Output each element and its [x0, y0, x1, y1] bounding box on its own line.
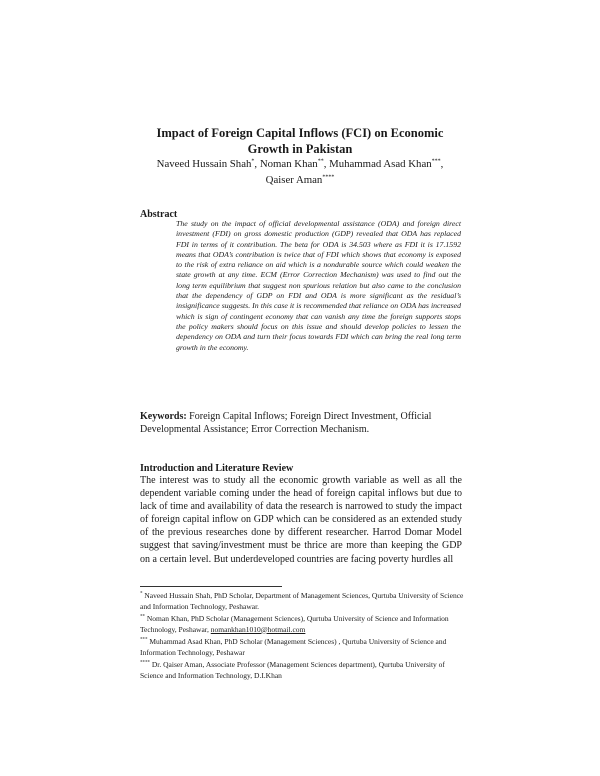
footnote [140, 637, 465, 658]
author-mark: *** [431, 158, 441, 165]
footnote-mark: ** [140, 614, 145, 620]
footnote [140, 614, 465, 635]
author-name: Noman Khan [259, 158, 318, 170]
author-name: Qaiser Aman [265, 173, 323, 186]
footnote-divider [140, 586, 282, 587]
footnote-text: Dr. Qaiser Aman, Associate Professor (Management Sciences department), Qurtuba University of Science and Information Technology, D.I.Khan [140, 660, 445, 680]
footnote [140, 660, 465, 681]
footnote-text: Muhammad Asad Khan, PhD Scholar (Management Sciences) , Qurtuba University of Science and Information Technology, Peshawar [140, 637, 447, 657]
abstract-text: The study on the impact of official developmental assistance (ODA) and foreign direct investment (FDI) on gross domestic production (GDP) revealed that ODA has replaced FDI in terms of it contribution. The beta for ODA is 34.503 where as FDI it is 17.1592 means that ODA’s contribution is twice that of FDI which shows that economy is exposed to the risk of extra reliance on aid which is a nondurable source which could weaken the state growth at any time. ECM (Error Correction Mechanism) was used to find out the long term equilibrium that suggest non spurious relation but also came to the conclusion that the dependency of GDP on FDI and ODA is more significant as the residual’s insignificance suggests. In this case it is recommended that reliance on ODA has increased which is sign of contingent economy that can vanish any time the foreign supports stops the policy makers should focus on this issue and should develop policies to lessen the dependency on ODA and turn their focus towards FDI which can bring the real long term growth in the economy. [176, 219, 461, 352]
paper-title: Impact of Foreign Capital Inflows (FCI) on Economic Growth in Pakistan [156, 126, 444, 156]
intro-heading: Introduction and Literature Review [140, 463, 294, 474]
keywords [140, 410, 462, 436]
intro-text: The interest was to study all the economic growth variable as well as all the dependent variable coming under the head of foreign capital inflows but due to lack of time and availability of data the research is narrowed to study the impact of foreign capital inflow on GDP which can be considered as an extended study of the previous researches done by different researcher. Harrod Domar Model suggest that saving/investment must be thrice are more than keeping the GDP on a certain level. But underdeveloped countries are facing poverty hurdles all [140, 475, 462, 565]
author-list [130, 157, 470, 188]
footnote-email-link[interactable]: nomankhan1010@hotmail.com [210, 624, 306, 634]
keywords-label: Keywords: [140, 411, 187, 422]
footnote-text: Noman Khan, PhD Scholar (Management Sciences), Qurtuba University of Science and Information Technology, Peshawar, [140, 614, 449, 634]
keywords-text: Foreign Capital Inflows; Foreign Direct Investment, Official Developmental Assistance; Error Correction Mechanism. [140, 411, 432, 435]
author-separator: , [323, 158, 330, 170]
footnote-mark: *** [140, 637, 148, 643]
author-mark: * [251, 158, 255, 165]
abstract-heading: Abstract [140, 209, 178, 220]
author-mark: **** [322, 173, 335, 180]
author-mark: ** [317, 158, 324, 165]
footnote-mark: * [140, 591, 143, 597]
author-name: Naveed Hussain Shah [156, 158, 252, 170]
footnote [140, 591, 465, 612]
author-separator: , [440, 158, 444, 170]
author-name: Muhammad Asad Khan [329, 158, 432, 170]
footnote-text: Naveed Hussain Shah, PhD Scholar, Department of Management Sciences, Qurtuba University of Science and Information Technology, Peshawar. [140, 591, 464, 611]
footnote-mark: **** [140, 660, 150, 666]
author-separator: , [254, 158, 260, 170]
